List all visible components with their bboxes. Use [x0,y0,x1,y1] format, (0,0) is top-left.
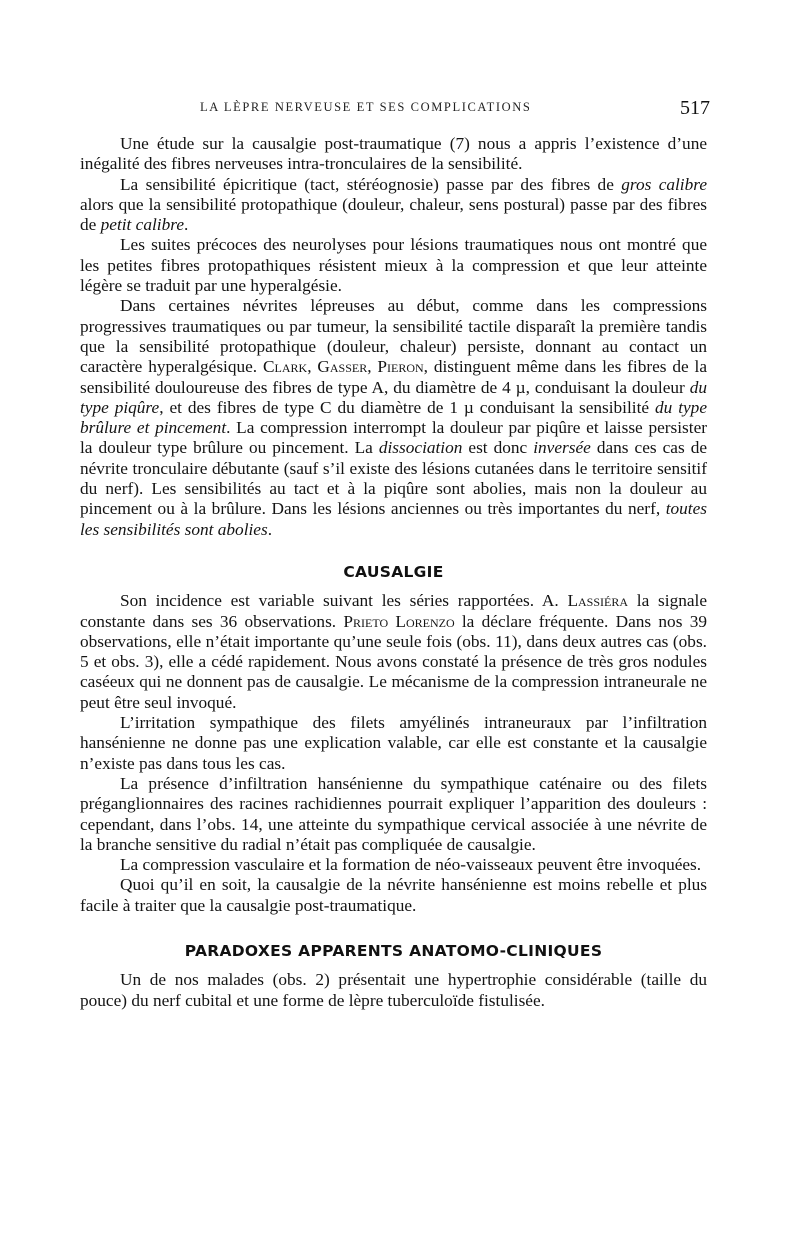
author-gasser: Gasser [317,357,368,377]
section-heading-causalgie: CAUSALGIE [343,562,444,581]
emphasis-toutes-abolies: toutes les sensibilités sont abolies [80,499,707,539]
paragraph-incidence: Son incidence est variable suivant les séries rapportées. A. Lassiéra la signale constante dans ses 36 observations. Prieto Lorenzo la déclare fréquente. Dans nos 39 observations, elle n’était importante qu’une seule fois (obs. 11), dans deux autres cas (obs. 5 et obs. 3), elle a cédé rapidement. Nous avons constaté la présence de très gros nodules caséeux qui ne donnent pas de causalgie. Le mécanisme de la compression intraneurale ne peut être seul invoqué. [80,591,707,712]
emphasis-dissociation: dissociation [378,438,463,458]
emphasis-type-piqure: du type piqûre [80,377,707,417]
paragraph-calibre-fibres: La sensibilité épicritique (tact, stéréognosie) passe par des fibres de gros calibre alors que la sensibilité protopathique (douleur, chaleur, sens postural) passe par des fibres de petit calibre. [80,174,708,235]
paragraph-compression-vasculaire: La compression vasculaire et la formation de néo-vaisseaux peuvent être invoquées. [120,855,702,875]
running-head [80,97,710,121]
paragraph-neurolyses: Les suites précoces des neurolyses pour lésions traumatiques nous ont montré que les petites fibres protopathiques résistent mieux à la compression et que leur atteinte légère se traduit par une hyperalgésie. [80,235,707,296]
author-clark: Clark [262,357,308,377]
author-prieto-lorenzo: Prieto Lorenzo [343,611,455,631]
paragraph-malade-obs2: Un de nos malades (obs. 2) présentait une hypertrophie considérable (taille du pouce) du nerf cubital et une forme de lèpre tuberculoïde fistulisée. [80,970,707,1010]
body-text [80,134,707,1011]
emphasis-inversee: inversée [533,438,591,458]
page-number: 517 [680,97,710,119]
emphasis-petit-calibre: petit calibre [100,215,184,235]
emphasis-gros-calibre: gros calibre [621,174,708,194]
paragraph-causalgie-intro: Une étude sur la causalgie post-traumatique (7) nous a appris l’existence d’une inégalité des fibres nerveuses intra-tronculaires de la sensibilité. [80,134,707,174]
paragraph-conclusion-causalgie: Quoi qu’il en soit, la causalgie de la névrite hansénienne est moins rebelle et plus facile à traiter que la causalgie post-traumatique. [80,875,707,915]
paragraph-nevrites-lepreuses: Dans certaines névrites lépreuses au début, comme dans les compressions progressives traumatiques ou par tumeur, la sensibilité tactile disparaît la première tandis que la sensibilité protopathique (douleur, chaleur) persiste, donnant au contact un caractère hyperalgésique. Clark, Gasser, Pieron, distinguent même dans les fibres de la sensibilité douloureuse des fibres de type A, du diamètre de 4 µ, conduisant la douleur du type piqûre, et des fibres de type C du diamètre de 1 µ conduisant la sensibilité du type brûlure et pincement. La compression interrompt la douleur par piqûre et laisse persister la douleur type brûlure ou pincement. La dissociation est donc inversée dans ces cas de névrite tronculaire débutante (sauf s’il existe des lésions cutanées dans le territoire sensitif du nerf). Les sensibilités au tact et à la piqûre sont abolies, mais non la douleur au pincement ou à la brûlure. Dans les lésions anciennes ou très importantes du nerf, toutes les sensibilités sont abolies. [80,296,708,539]
running-title: LA LÈPRE NERVEUSE ET SES COMPLICATIONS [200,100,532,114]
author-lassiera: Lassiéra [567,591,629,611]
emphasis-type-brulure: du type brûlure et pincement [80,397,707,438]
paragraph-irritation-sympathique: L’irritation sympathique des filets amyélinés intraneuraux par l’infiltration hansénienne ne donne pas une explication valable, car elle est constante et la causalgie n’existe pas dans tous les cas. [80,713,707,773]
section-heading-paradoxes: PARADOXES APPARENTS ANATOMO-CLINIQUES [184,941,603,960]
paragraph-infiltration: La présence d’infiltration hansénienne du sympathique caténaire ou des filets préganglionnaires des racines rachidiennes pourrait expliquer l’apparition des douleurs : cependant, dans l’obs. 14, une atteinte du sympathique cervical associée à une névrite de la branche sensitive du radial n’était pas compliquée de causalgie. [80,773,707,854]
author-pieron: Pieron [377,357,424,377]
